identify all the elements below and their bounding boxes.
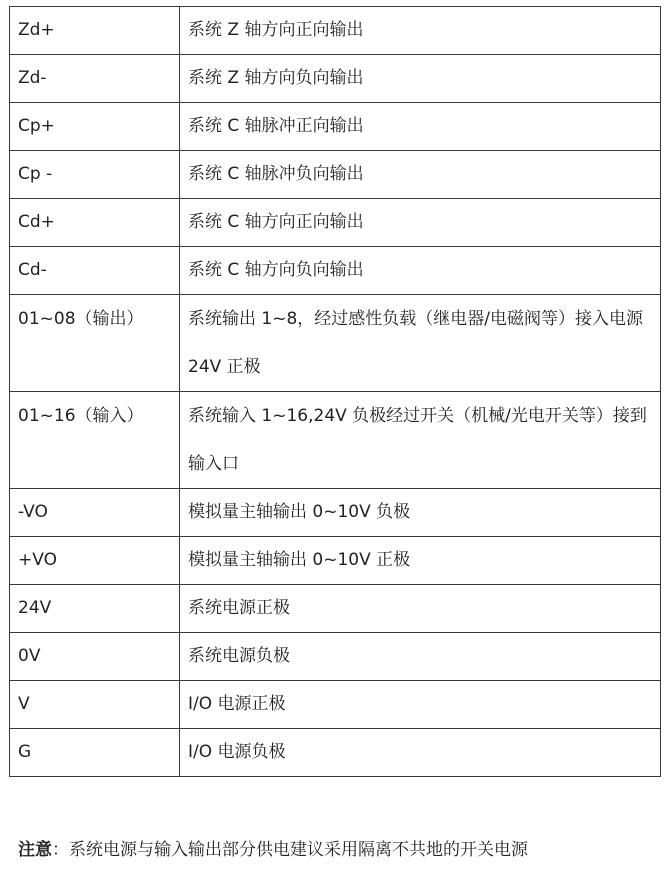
pin-cell: Cd- [10, 247, 180, 295]
table-row [10, 633, 661, 681]
note-text: 系统电源与输入输出部分供电建议采用隔离不共地的开关电源 [69, 840, 528, 860]
pin-cell: -VO [10, 489, 180, 537]
description-cell: 模拟量主轴输出 0~10V 正极 [180, 537, 661, 585]
description-cell: 系统 C 轴方向负向输出 [180, 247, 661, 295]
pin-definition-table [9, 6, 661, 777]
table-row [10, 7, 661, 55]
description-cell: 系统 Z 轴方向负向输出 [180, 55, 661, 103]
table-row [10, 103, 661, 151]
table-row [10, 151, 661, 199]
description-cell: 系统电源负极 [180, 633, 661, 681]
pin-cell: 01~08（输出） [10, 295, 180, 392]
description-cell: I/O 电源负极 [180, 729, 661, 777]
description-cell: 系统输入 1~16,24V 负极经过开关（机械/光电开关等）接到输入口 [180, 392, 661, 489]
table-row [10, 247, 661, 295]
description-cell: 系统 C 轴脉冲负向输出 [180, 151, 661, 199]
description-cell: I/O 电源正极 [180, 681, 661, 729]
note-separator: ： [52, 840, 69, 860]
pin-cell: Cp - [10, 151, 180, 199]
description-cell: 系统 C 轴脉冲正向输出 [180, 103, 661, 151]
description-cell: 系统输出 1~8，经过感性负载（继电器/电磁阀等）接入电源 24V 正极 [180, 295, 661, 392]
pin-cell: Cd+ [10, 199, 180, 247]
description-cell: 系统电源正极 [180, 585, 661, 633]
description-cell: 系统 C 轴方向正向输出 [180, 199, 661, 247]
description-cell: 系统 Z 轴方向正向输出 [180, 7, 661, 55]
pin-cell: Zd+ [10, 7, 180, 55]
pin-cell: Cp+ [10, 103, 180, 151]
table-row [10, 537, 661, 585]
pin-cell: +VO [10, 537, 180, 585]
description-cell: 模拟量主轴输出 0~10V 负极 [180, 489, 661, 537]
note-label: 注意 [18, 840, 52, 860]
table-row [10, 199, 661, 247]
table-row [10, 392, 661, 489]
pin-cell: 0V [10, 633, 180, 681]
table-row [10, 681, 661, 729]
table-row [10, 489, 661, 537]
pin-cell: 24V [10, 585, 180, 633]
pin-cell: V [10, 681, 180, 729]
table-row [10, 295, 661, 392]
pin-cell: G [10, 729, 180, 777]
table-row [10, 585, 661, 633]
table-row [10, 55, 661, 103]
pin-cell: Zd- [10, 55, 180, 103]
pin-cell: 01~16（输入） [10, 392, 180, 489]
table-row [10, 729, 661, 777]
power-supply-note [18, 838, 528, 862]
